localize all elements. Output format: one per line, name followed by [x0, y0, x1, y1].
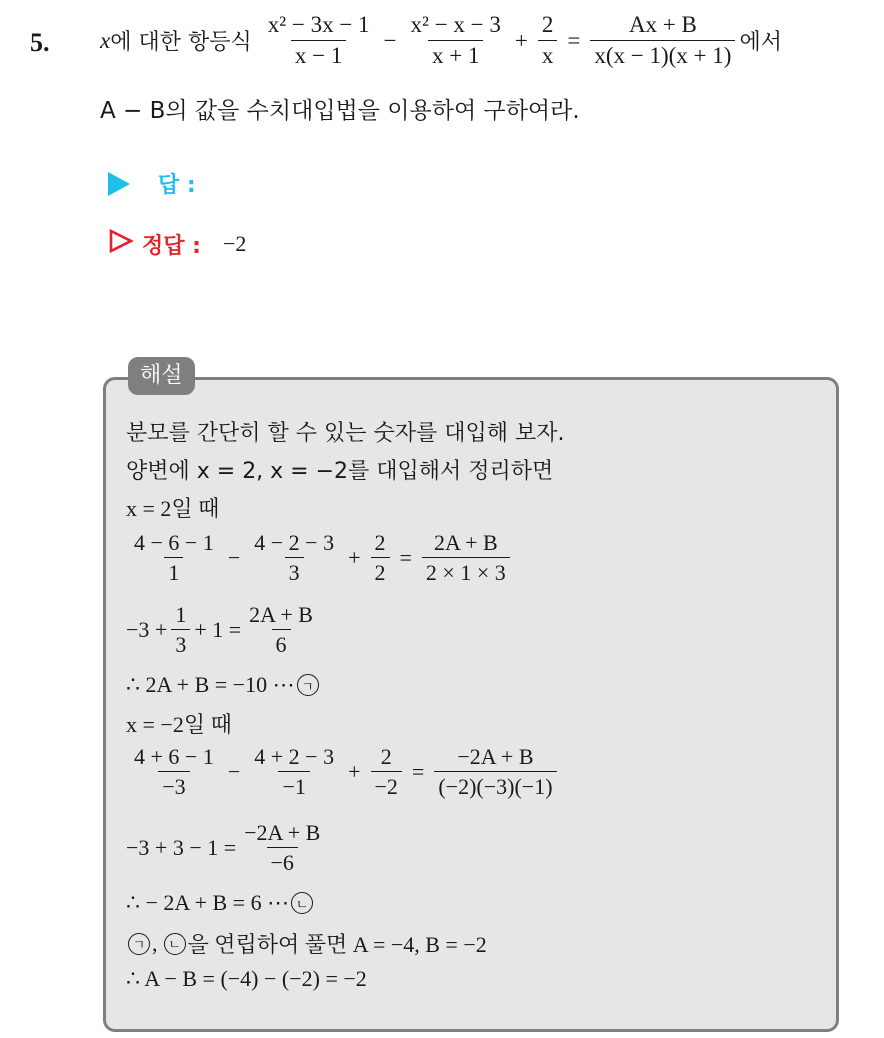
equation-2 [126, 602, 321, 658]
eq7-text: 을 연립하여 풀면 A = −4, B = −2 [187, 932, 487, 957]
question-tail: 에서 [739, 30, 782, 56]
eq5-prefix: −3 + 3 − 1 = [126, 834, 237, 860]
question-line-1 [100, 12, 782, 70]
eq4-b-den: −1 [278, 771, 309, 799]
eq6-text: ∴ − 2A + B = 6 ⋯ [126, 890, 290, 915]
correct-answer-label: 정답 : [142, 233, 201, 259]
solution-tag: 해설 [128, 357, 195, 395]
circled-giyeok-mark: ㄱ [128, 933, 150, 955]
circled-giyeok-mark: ㄱ [297, 674, 319, 696]
eq2-d-den: 6 [272, 629, 291, 657]
fraction-1 [264, 12, 374, 70]
equals-sign: = [567, 27, 581, 53]
eq4-frac-c [371, 744, 402, 800]
question-line-2: A − B의 값을 수치대입법을 이용하여 구하여라. [100, 98, 580, 124]
eq2-a-den: 3 [171, 629, 190, 657]
eq1-frac-c [371, 530, 390, 586]
outline-play-icon [108, 228, 134, 260]
eq4-d-den: (−2)(−3)(−1) [434, 771, 556, 799]
eq5-frac-d [240, 820, 324, 876]
eq1-frac-d [422, 530, 510, 586]
equation-3 [126, 672, 321, 698]
eq4-c-num: 2 [380, 744, 392, 769]
fraction-2-numerator: x² − x − 3 [410, 12, 501, 37]
eq4-frac-d [434, 744, 556, 800]
eq1-minus: − [227, 544, 241, 570]
plus-sign: + [514, 27, 528, 53]
fraction-2-denominator: x + 1 [428, 40, 483, 69]
eq1-b-den: 3 [285, 557, 304, 585]
solution-line-4: x = −2일 때 [126, 712, 232, 737]
circled-nieun-mark: ㄴ [291, 892, 313, 914]
eq5-d-den: −6 [267, 847, 298, 875]
fraction-1-numerator: x² − 3x − 1 [267, 12, 370, 37]
answer-label: 답 : [158, 173, 196, 198]
eq2-prefix: −3 + [126, 616, 168, 642]
eq4-d-num: −2A + B [457, 744, 534, 769]
fraction-3-denominator: x [538, 40, 558, 69]
var-x: x [100, 27, 111, 53]
equation-5 [126, 820, 328, 876]
fraction-3 [538, 12, 558, 70]
eq2-frac-a [171, 602, 190, 658]
eq1-a-den: 1 [164, 557, 183, 585]
question-intro: 에 대한 항등식 [110, 30, 252, 56]
equation-6 [126, 890, 315, 916]
correct-answer-value: −2 [222, 231, 247, 256]
eq4-a-den: −3 [158, 771, 189, 799]
eq2-frac-d [245, 602, 317, 658]
eq3-text: ∴ 2A + B = −10 ⋯ [126, 672, 295, 697]
eq4-c-den: −2 [371, 771, 402, 799]
answer-row [108, 168, 196, 199]
fraction-4 [590, 12, 735, 70]
solution-line-2: 양변에 x = 2, x = −2를 대입해서 정리하면 [126, 459, 554, 484]
eq4-plus: + [348, 758, 361, 784]
eq4-b-num: 4 + 2 − 3 [254, 744, 335, 769]
fraction-4-numerator: Ax + B [628, 12, 697, 37]
solution-line-1: 분모를 간단히 할 수 있는 숫자를 대입해 보자. [126, 421, 565, 446]
equation-7 [126, 928, 487, 959]
play-icon [108, 172, 130, 196]
fraction-2 [407, 12, 505, 70]
eq4-minus: − [227, 758, 241, 784]
circled-nieun-mark: ㄴ [164, 933, 186, 955]
eq1-plus: + [348, 544, 361, 570]
eq4-equals: = [411, 758, 425, 784]
eq7-separator: , [152, 930, 158, 956]
equation-4 [126, 744, 561, 800]
eq1-b-num: 4 − 2 − 3 [254, 530, 335, 555]
eq2-a-num: 1 [175, 602, 187, 627]
solution-line-3: x = 2일 때 [126, 496, 220, 521]
correct-answer-row [108, 228, 246, 260]
eq1-c-num: 2 [374, 530, 386, 555]
fraction-4-denominator: x(x − 1)(x + 1) [590, 40, 735, 69]
eq1-c-den: 2 [371, 557, 390, 585]
equation-1 [126, 530, 514, 586]
eq4-frac-b [250, 744, 338, 800]
eq2-d-num: 2A + B [249, 602, 313, 627]
eq2-middle: + 1 = [194, 616, 242, 642]
minus-sign: − [383, 27, 397, 53]
eq4-frac-a [130, 744, 218, 800]
eq4-a-num: 4 + 6 − 1 [134, 744, 214, 769]
equation-8: ∴ A − B = (−4) − (−2) = −2 [126, 966, 367, 991]
eq1-d-num: 2A + B [433, 530, 498, 555]
eq1-frac-a [130, 530, 218, 586]
eq1-equals: = [399, 544, 412, 570]
question-number: 5. [30, 28, 50, 57]
eq1-frac-b [250, 530, 338, 586]
eq1-a-num: 4 − 6 − 1 [134, 530, 214, 555]
eq5-d-num: −2A + B [244, 820, 321, 845]
eq1-d-den: 2 × 1 × 3 [422, 557, 510, 585]
fraction-3-numerator: 2 [541, 12, 554, 37]
fraction-1-denominator: x − 1 [291, 40, 346, 69]
